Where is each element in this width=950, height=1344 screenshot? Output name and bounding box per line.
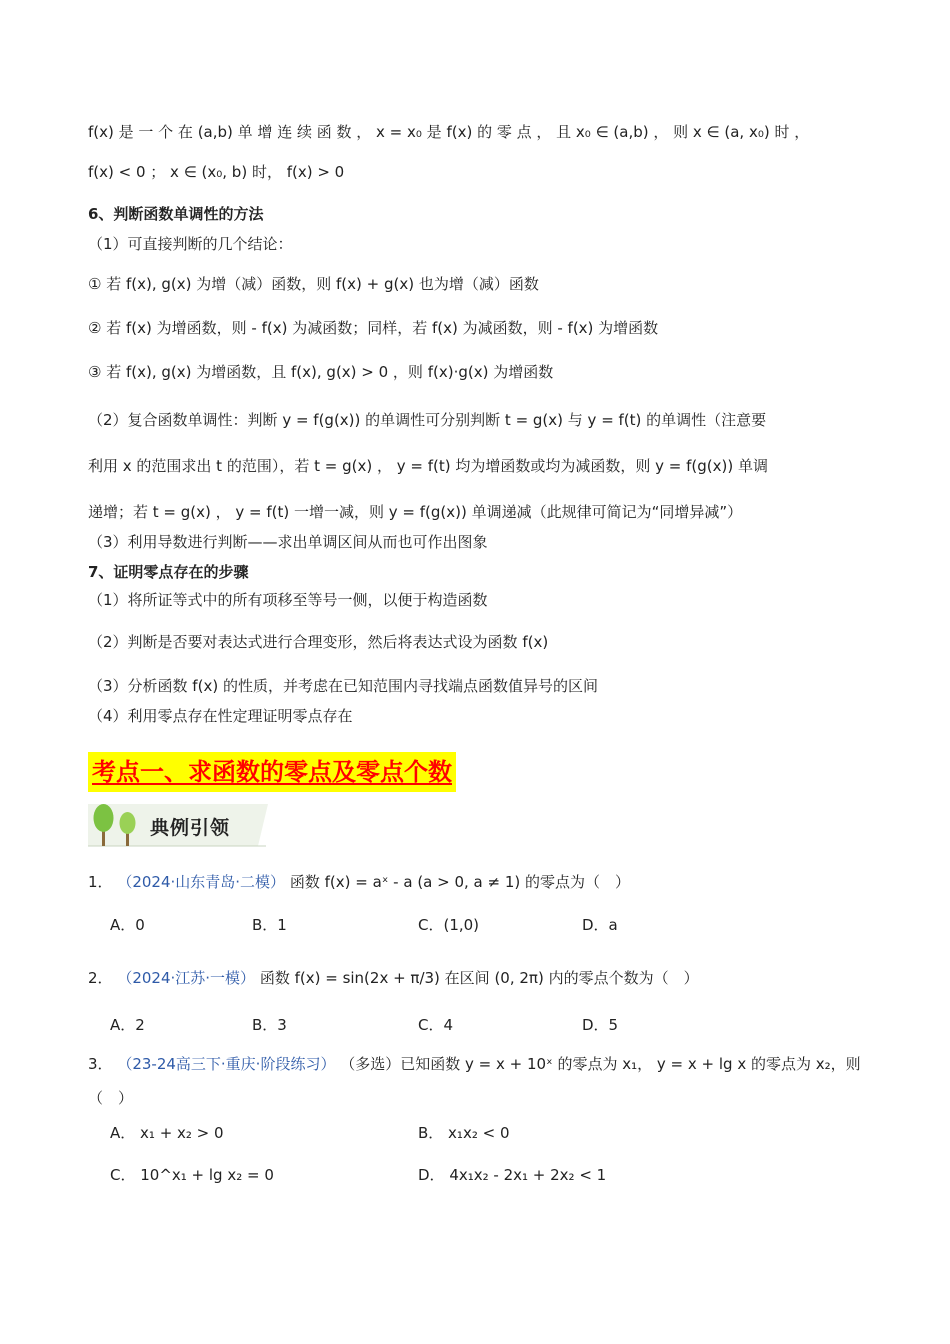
q2-option-c[interactable]: C．4 <box>418 1016 454 1034</box>
q2-number: 2． <box>88 969 113 987</box>
q3-option-c[interactable]: C． 10^x₁ + lg x₂ = 0 <box>110 1166 274 1184</box>
intro-line-2: f(x) < 0 ； x ∈ (x₀, b) 时， f(x) > 0 <box>88 163 345 181</box>
q1-option-b[interactable]: B．1 <box>252 916 287 934</box>
q3-stem-continued: （ ） <box>88 1089 134 1107</box>
q2-option-a[interactable]: A．2 <box>110 1016 145 1034</box>
q2-stem: 函数 f(x) = sin(2x + π/3) 在区间 (0, 2π) 内的零点个数为（ ） <box>259 969 699 987</box>
section-6-heading: 6、判断函数单调性的方法 <box>88 205 264 223</box>
section-6-c3: ③ 若 f(x), g(x) 为增函数，且 f(x), g(x) > 0 ，则 f(x)·g(x) 为增函数 <box>88 363 554 381</box>
section-7-s1: （1）将所证等式中的所有项移至等号一侧，以便于构造函数 <box>88 591 488 609</box>
q2-source: （2024·江苏·一模） <box>117 969 256 987</box>
q1-option-a[interactable]: A．0 <box>110 916 145 934</box>
q1-stem-line <box>88 868 870 896</box>
q1-option-c[interactable]: C．(1,0) <box>418 916 480 934</box>
q3-source: （23-24高三下·重庆·阶段练习） <box>117 1055 336 1073</box>
section-6-p2b: 利用 x 的范围求出 t 的范围），若 t = g(x) ， y = f(t) 均为增函数或均为减函数，则 y = f(g(x)) 单调 <box>88 457 768 475</box>
section-6-c2: ② 若 f(x) 为增函数，则 - f(x) 为减函数；同样，若 f(x) 为减函数，则 - f(x) 为增函数 <box>88 319 659 337</box>
q1-number: 1． <box>88 873 113 891</box>
section-7-s4: （4）利用零点存在性定理证明零点存在 <box>88 707 353 725</box>
q1-stem: 函数 f(x) = aˣ - a (a > 0, a ≠ 1) 的零点为（ ） <box>289 873 631 891</box>
q3-stem: （多选）已知函数 y = x + 10ˣ 的零点为 x₁， y = x + lg x 的零点为 x₂，则 <box>340 1055 861 1073</box>
section-6-p2a: （2）复合函数单调性：判断 y = f(g(x)) 的单调性可分别判断 t = g(x) 与 y = f(t) 的单调性（注意要 <box>88 411 767 429</box>
q3-option-a[interactable]: A． x₁ + x₂ > 0 <box>110 1124 224 1142</box>
section-6-c1: ① 若 f(x), g(x) 为增（减）函数，则 f(x) + g(x) 也为增（减）函数 <box>88 275 539 293</box>
section-7-heading: 7、证明零点存在的步骤 <box>88 563 249 581</box>
q3-option-b[interactable]: B． x₁x₂ < 0 <box>418 1124 510 1142</box>
badge-label: 典例引领 <box>150 817 231 839</box>
q2-option-d[interactable]: D．5 <box>582 1016 619 1034</box>
q3-option-d[interactable]: D． 4x₁x₂ - 2x₁ + 2x₂ < 1 <box>418 1166 607 1184</box>
section-6-p2c: 递增；若 t = g(x) ， y = f(t) 一增一减，则 y = f(g(x)) 单调递减（此规律可简记为“同增异减”） <box>88 503 743 521</box>
q2-option-b[interactable]: B．3 <box>252 1016 287 1034</box>
topic-banner: 考点一、求函数的零点及零点个数 <box>88 752 456 792</box>
q1-source: （2024·山东青岛·二模） <box>117 873 286 891</box>
q3-stem-line <box>88 1050 870 1078</box>
section-7-s2: （2）判断是否要对表达式进行合理变形，然后将表达式设为函数 f(x) <box>88 633 549 651</box>
q3-number: 3． <box>88 1055 113 1073</box>
q2-stem-line <box>88 964 870 992</box>
intro-line-1: f(x) 是 一 个 在 (a,b) 单 增 连 续 函 数 ， x = x₀ 是 f(x) 的 零 点 ， 且 x₀ ∈ (a,b) ， 则 x ∈ (a, x₀) 时 ， <box>88 123 810 141</box>
section-6-p3: （3）利用导数进行判断——求出单调区间从而也可作出图象 <box>88 533 488 551</box>
section-6-p1: （1）可直接判断的几个结论： <box>88 235 293 253</box>
section-7-s3: （3）分析函数 f(x) 的性质，并考虑在已知范围内寻找端点函数值异号的区间 <box>88 677 598 695</box>
q1-option-d[interactable]: D．a <box>582 916 618 934</box>
